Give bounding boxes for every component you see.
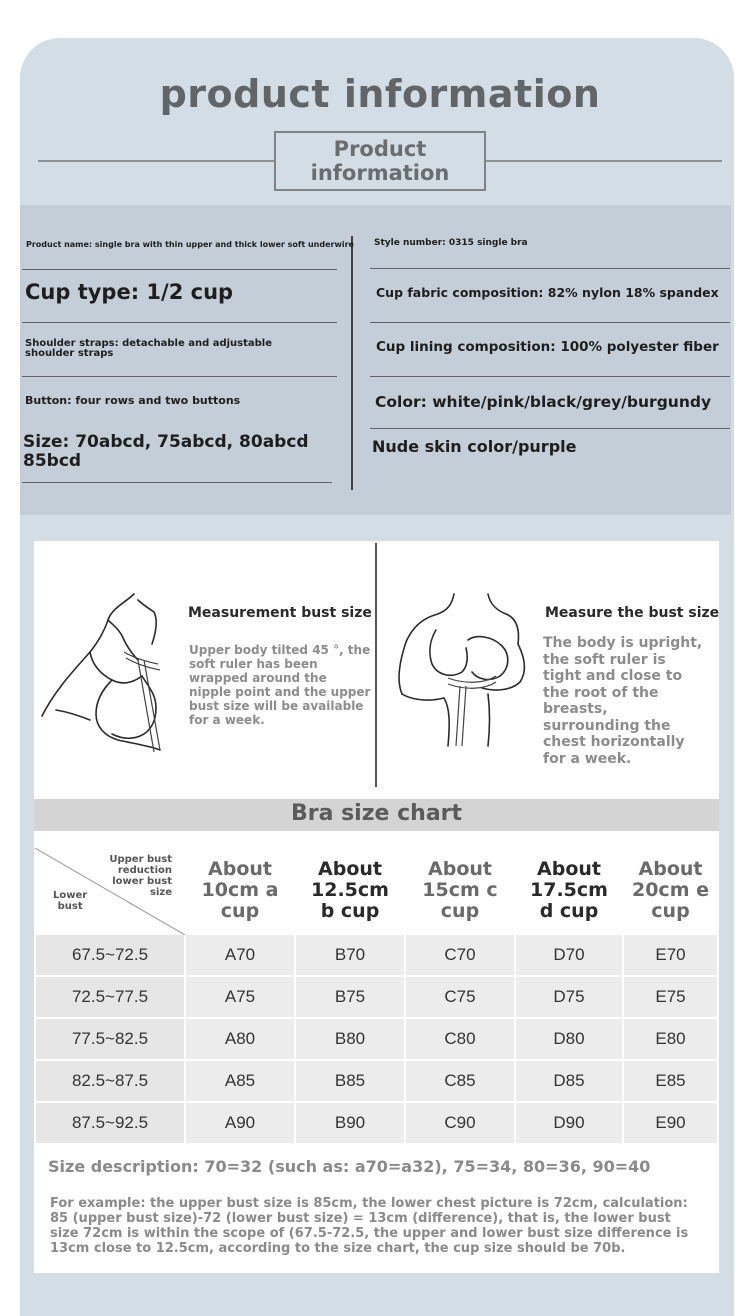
size-cell: D80 xyxy=(515,1018,623,1060)
size-cell: B85 xyxy=(295,1060,405,1102)
size-cell: E90 xyxy=(623,1102,718,1144)
size-cell: B90 xyxy=(295,1102,405,1144)
size-cell: D85 xyxy=(515,1060,623,1102)
measure-divider xyxy=(375,543,377,787)
style-number: Style number: 0315 single bra xyxy=(374,238,528,248)
color-extra: Nude skin color/purple xyxy=(372,437,577,456)
page-title: product information xyxy=(159,72,601,116)
column-header-line: About xyxy=(428,858,492,880)
corner-upper-line: Upper bust xyxy=(109,854,172,865)
column-header-line: cup xyxy=(651,900,690,922)
lower-bust-cell: 72.5~77.5 xyxy=(35,976,185,1018)
row-divider xyxy=(22,269,337,270)
row-divider xyxy=(370,376,730,377)
column-header-line: About xyxy=(638,858,703,880)
size-cell: E75 xyxy=(623,976,718,1018)
badge-line-2: information xyxy=(310,161,450,185)
table-row xyxy=(35,934,718,976)
size-cell: E80 xyxy=(623,1018,718,1060)
column-header-line: 17.5cm xyxy=(530,879,608,901)
shoulder-straps: Shoulder straps: detachable and adjustable shoulder straps xyxy=(25,338,273,359)
measure-upper-bust-illustration xyxy=(38,590,168,760)
corner-lower-line: bust xyxy=(57,901,83,912)
column-header xyxy=(405,847,515,934)
column-header xyxy=(623,847,718,934)
row-divider xyxy=(370,322,730,323)
cup-type: Cup type: 1/2 cup xyxy=(25,280,234,304)
table-header-row xyxy=(35,847,718,934)
table-corner-cell xyxy=(35,847,185,934)
table-row xyxy=(35,1060,718,1102)
column-header-line: 12.5cm xyxy=(311,879,389,901)
measure-right-desc: The body is upright, the soft ruler is tight and close to the root of the breasts, surrounding the chest horizontally for a week. xyxy=(543,635,703,767)
size-cell: C80 xyxy=(405,1018,515,1060)
size-cell: C85 xyxy=(405,1060,515,1102)
column-header xyxy=(295,847,405,934)
table-row xyxy=(35,976,718,1018)
section-badge xyxy=(274,131,486,191)
corner-upper-line: reduction xyxy=(117,865,172,876)
measure-right-title: Measure the bust size xyxy=(545,605,720,621)
size-example: For example: the upper bust size is 85cm, the lower chest picture is 72cm, calculation: 85 (upper bust size)-72 (lower bust size) = 13cm (difference), that is, the lower bust size 72cm is within the scope of (67.5-72.5, the upper and lower bust size difference is 13cm close to 12.5cm, according to the size chart, the cup size should be 70b. xyxy=(50,1196,689,1256)
button-info: Button: four rows and two buttons xyxy=(25,394,241,407)
column-header-line: cup xyxy=(220,900,260,922)
corner-lower-label xyxy=(53,890,87,912)
measure-bust-illustration xyxy=(392,590,534,750)
title-rule-right xyxy=(486,160,722,162)
size-cell: B70 xyxy=(295,934,405,976)
title-rule-left xyxy=(38,160,274,162)
row-divider xyxy=(370,268,730,269)
row-divider xyxy=(370,428,730,429)
corner-upper-label xyxy=(109,854,172,898)
info-column-divider xyxy=(351,236,353,490)
corner-upper-line: size xyxy=(150,887,172,898)
size-cell: C70 xyxy=(405,934,515,976)
lower-bust-cell: 87.5~92.5 xyxy=(35,1102,185,1144)
chart-title: Bra size chart xyxy=(34,799,719,831)
size-cell: A90 xyxy=(185,1102,295,1144)
column-header-line: 20cm e xyxy=(631,879,709,901)
column-header-line: b cup xyxy=(320,900,380,922)
corner-lower-line: Lower xyxy=(53,890,88,901)
row-divider xyxy=(22,376,337,377)
size-cell: C75 xyxy=(405,976,515,1018)
size-cell: C90 xyxy=(405,1102,515,1144)
size-cell: D70 xyxy=(515,934,623,976)
badge-line-1: Product xyxy=(333,137,427,161)
measure-left-title: Measurement bust size xyxy=(188,605,372,621)
size-cell: D90 xyxy=(515,1102,623,1144)
size-chart-table xyxy=(34,846,719,1145)
size-description: Size description: 70=32 (such as: a70=a32), 75=34, 80=36, 90=40 xyxy=(48,1157,651,1176)
lower-bust-cell: 77.5~82.5 xyxy=(35,1018,185,1060)
column-header xyxy=(185,847,295,934)
row-divider xyxy=(22,482,332,483)
column-header-line: cup xyxy=(440,900,480,922)
lower-bust-cell: 67.5~72.5 xyxy=(35,934,185,976)
column-header-line: About xyxy=(208,858,272,880)
size-cell: B80 xyxy=(295,1018,405,1060)
size-cell: A75 xyxy=(185,976,295,1018)
column-header-line: About xyxy=(537,858,601,880)
column-header-line: 10cm a xyxy=(201,879,279,901)
size-cell: E85 xyxy=(623,1060,718,1102)
lower-bust-cell: 82.5~87.5 xyxy=(35,1060,185,1102)
size-cell: B75 xyxy=(295,976,405,1018)
size-cell: A85 xyxy=(185,1060,295,1102)
color-info: Color: white/pink/black/grey/burgundy xyxy=(375,393,712,411)
size-cell: A70 xyxy=(185,934,295,976)
size-cell: E70 xyxy=(623,934,718,976)
size-info: Size: 70abcd, 75abcd, 80abcd 85bcd xyxy=(23,432,309,471)
column-header xyxy=(515,847,623,934)
corner-upper-line: lower bust xyxy=(112,876,172,887)
cup-fabric: Cup fabric composition: 82% nylon 18% spandex xyxy=(376,285,719,300)
column-header-line: d cup xyxy=(539,900,599,922)
column-header-line: About xyxy=(318,858,382,880)
size-cell: A80 xyxy=(185,1018,295,1060)
row-divider xyxy=(22,322,337,323)
product-name: Product name: single bra with thin upper and thick lower soft underwire xyxy=(26,240,354,249)
measure-left-desc: Upper body tilted 45 °, the soft ruler has been wrapped around the nipple point and the upper bust size will be available for a week. xyxy=(189,643,371,727)
size-cell: D75 xyxy=(515,976,623,1018)
cup-lining: Cup lining composition: 100% polyester fiber xyxy=(376,339,719,355)
table-row xyxy=(35,1102,718,1144)
table-row xyxy=(35,1018,718,1060)
column-header-line: 15cm c xyxy=(422,879,498,901)
